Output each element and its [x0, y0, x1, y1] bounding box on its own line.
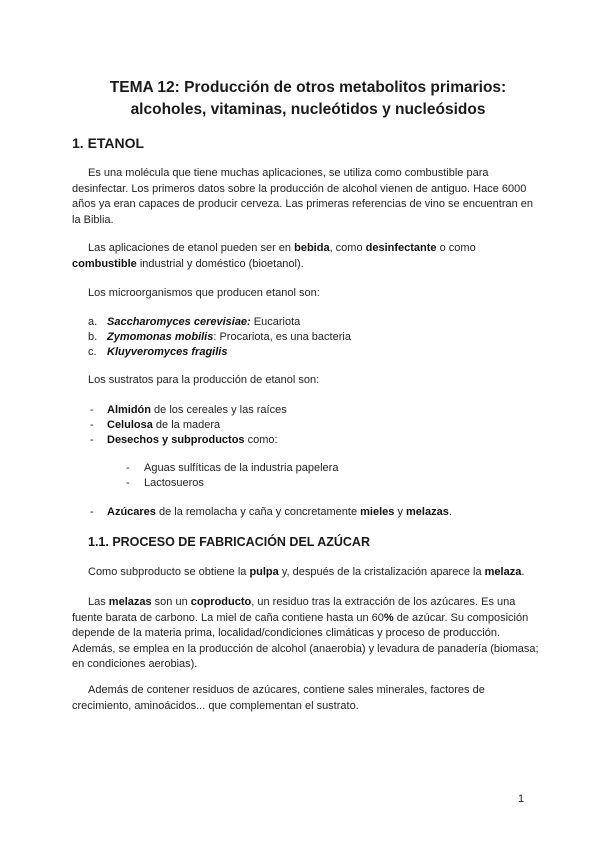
- title-line-1: TEMA 12: Producción de otros metabolitos primarios:: [109, 79, 507, 96]
- title-line-2: alcoholes, vitaminas, nucleótidos y nucleósidos: [130, 101, 486, 118]
- list-item: Zymomonas mobilis: Procariota, es una bacteria: [107, 331, 351, 343]
- list-item: Desechos y subproductos como:: [107, 434, 278, 446]
- bold-term: combustible: [72, 257, 137, 270]
- bold-term: bebida: [294, 242, 330, 254]
- paragraph-substrates-intro: Los sustratos para la producción de etanol son:: [88, 374, 320, 386]
- list-marker: c.: [88, 346, 97, 358]
- list-item: Celulosa de la madera: [107, 419, 221, 431]
- dash-marker: -: [90, 404, 94, 416]
- list-item: Kluyveromyces fragilis: [107, 346, 228, 358]
- dash-marker: -: [90, 434, 94, 446]
- paragraph-microorganisms-intro: Los microorganismos que producen etanol son:: [88, 287, 320, 299]
- dash-marker: -: [126, 462, 130, 474]
- list-item: Azúcares de la remolacha y caña y concretamente mieles y melazas.: [107, 506, 452, 518]
- subsection-heading-sugar-process: 1.1. PROCESO DE FABRICACIÓN DEL AZÚCAR: [88, 535, 370, 549]
- document-title: [40, 77, 576, 121]
- paragraph-applications: Las aplicaciones de etanol pueden ser en bebida, como desinfectante o como combustible industrial y doméstico (bioetanol).: [72, 242, 476, 270]
- section-heading-etanol: 1. ETANOL: [72, 135, 145, 151]
- dash-marker: -: [126, 477, 130, 489]
- page-number: 1: [518, 793, 525, 805]
- list-marker: b.: [88, 331, 98, 343]
- dash-marker: -: [90, 506, 94, 518]
- sub-list-item: Lactosueros: [144, 477, 204, 489]
- paragraph-melazas: Las melazas son un coproducto, un residuo tras la extracción de los azúcares. Es una fuente barata de carbono. La miel de caña contiene hasta un 60% de azúcar. Su composición depende de la materia prima, localidad/condiciones climáticas y proceso de producción. Además, se emplea en la producción de alcohol (anaerobia) y levadura de panadería (biomasa; en condiciones aerobias).: [72, 596, 539, 670]
- dash-marker: -: [90, 419, 94, 431]
- sub-list-item: Aguas sulfíticas de la industria papelera: [144, 462, 339, 474]
- paragraph-complements: Además de contener residuos de azúcares, contiene sales minerales, factores de crecimiento, aminoácidos... que complementan el sustrato.: [72, 684, 485, 712]
- paragraph-intro: Es una molécula que tiene muchas aplicaciones, se utiliza como combustible para desinfectar. Los primeros datos sobre la producción de alcohol vienen de antiguo. Hace 6000 años ya eran capaces de producir cerveza. Las primeras referencias de vino se encuentran en la Biblia.: [72, 167, 534, 226]
- list-item: Saccharomyces cerevisiae: Eucariota: [107, 316, 301, 328]
- bold-term: desinfectante: [365, 242, 437, 254]
- list-marker: a.: [88, 316, 98, 328]
- list-item: Almidón de los cereales y las raíces: [107, 404, 287, 416]
- paragraph-byproduct: Como subproducto se obtiene la pulpa y, después de la cristalización aparece la melaza.: [88, 566, 525, 578]
